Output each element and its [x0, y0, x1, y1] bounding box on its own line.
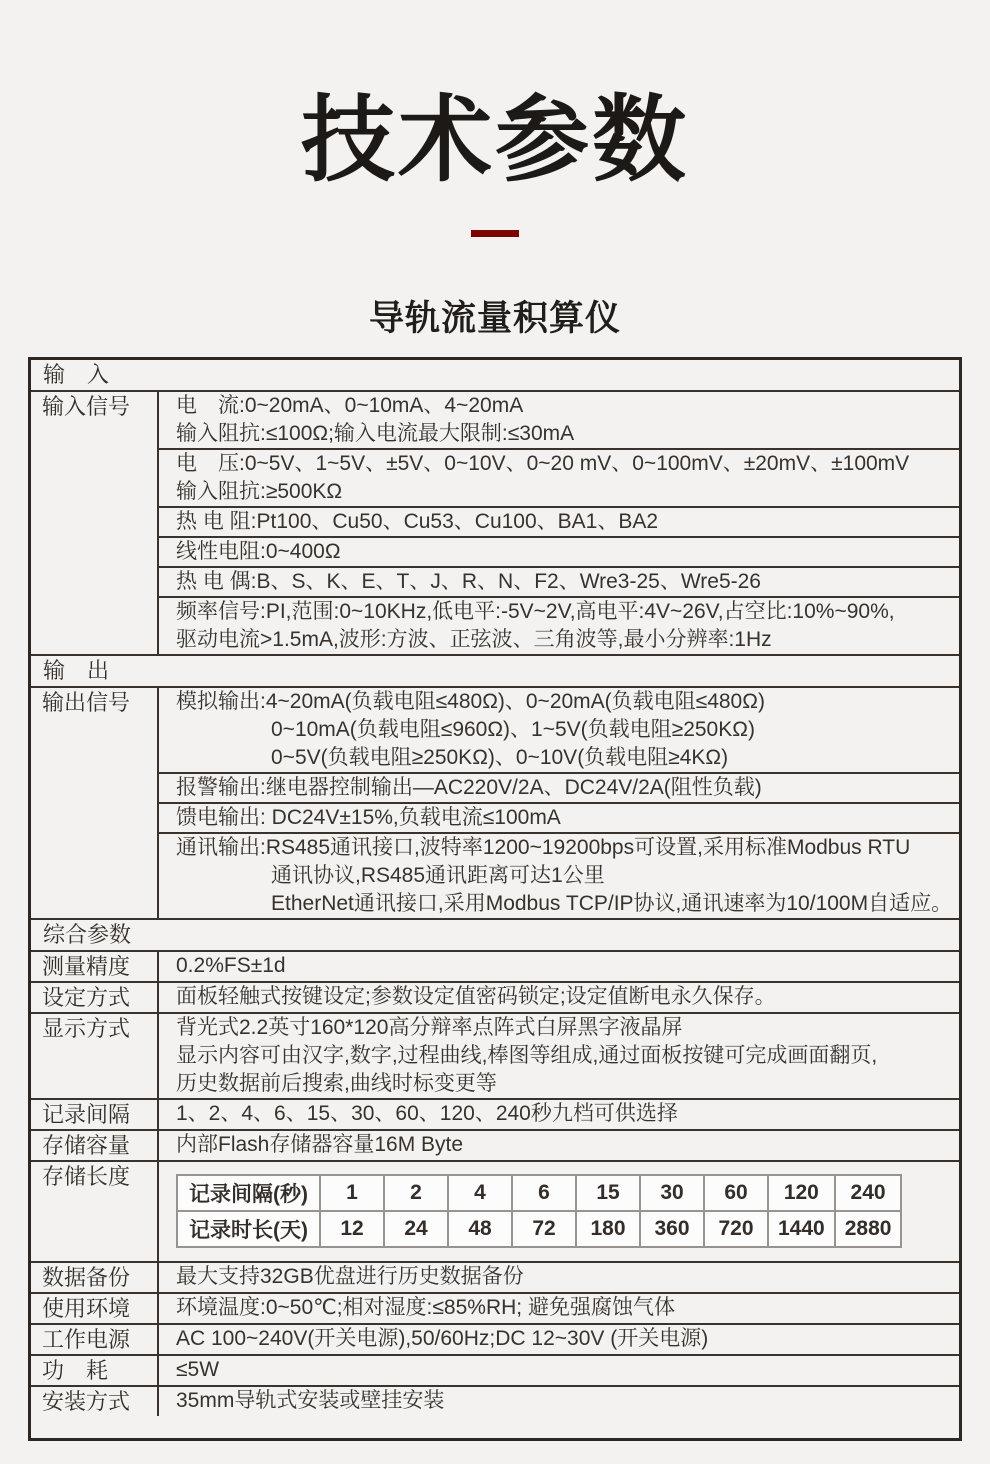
spec-row-setting-method [31, 981, 959, 1012]
subrow-analog-output [159, 688, 959, 772]
page-title: 技术参数 [300, 87, 689, 192]
row-content [159, 1131, 959, 1160]
section-label: 输 入 [43, 361, 110, 387]
spec-row-data-backup [31, 1261, 959, 1292]
storage-cell: 60 [704, 1175, 768, 1211]
spec-line: 输入阻抗:≤100Ω;输入电流最大限制:≤30mA [176, 421, 575, 445]
spec-line: EtherNet通讯接口,采用Modbus TCP/IP协议,通讯速率为10/100M自适应。 [271, 891, 953, 915]
storage-duration-label: 记录时长(天) [177, 1211, 320, 1247]
spec-line: 电 流:0~20mA、0~10mA、4~20mA [176, 393, 524, 417]
storage-cell: 1 [320, 1175, 384, 1211]
section-label: 综合参数 [43, 921, 132, 947]
spec-line: 0~10mA(负载电阻≤960Ω)、1~5V(负载电阻≥250KΩ) [271, 717, 755, 741]
storage-cell: 720 [704, 1211, 768, 1247]
spec-table [28, 357, 962, 1441]
storage-duration-row [177, 1211, 901, 1247]
row-label: 存储容量 [31, 1131, 159, 1160]
spec-row-display [31, 1012, 959, 1098]
spec-line: AC 100~240V(开关电源),50/60Hz;DC 12~30V (开关电源) [176, 1326, 709, 1350]
row-content [159, 1014, 959, 1098]
subrow-frequency-signal [159, 596, 959, 654]
product-name: 导轨流量积算仪 [368, 298, 621, 338]
spec-row-storage-length [31, 1160, 959, 1261]
storage-cell: 4 [448, 1175, 512, 1211]
spec-row-environment [31, 1292, 959, 1323]
row-content [159, 952, 959, 981]
section-header-output [31, 654, 959, 686]
spec-line: 模拟输出:4~20mA(负载电阻≤480Ω)、0~20mA(负载电阻≤480Ω) [176, 689, 765, 713]
section-header-input [31, 360, 959, 390]
storage-table-wrap [159, 1162, 959, 1261]
spec-line: 馈电输出: DC24V±15%,负载电流≤100mA [176, 805, 561, 829]
spec-line: 线性电阻:0~400Ω [176, 539, 341, 563]
spec-line: 显示内容可由汉字,数字,过程曲线,棒图等组成,通过面板按键可完成画面翻页, [176, 1043, 878, 1067]
spec-line: 历史数据前后搜索,曲线时标变更等 [176, 1071, 497, 1095]
subrow-rtd [159, 506, 959, 536]
spec-row-power-consumption [31, 1354, 959, 1385]
spec-line: 环境温度:0~50℃;相对湿度:≤85%RH; 避免强腐蚀气体 [176, 1295, 675, 1319]
row-label: 输出信号 [31, 688, 159, 918]
subrow-comm-output [159, 832, 959, 918]
spec-line: 报警输出:继电器控制输出—AC220V/2A、DC24V/2A(阻性负载) [176, 775, 762, 799]
spec-line: 内部Flash存储器容量16M Byte [176, 1132, 464, 1156]
row-label: 显示方式 [31, 1014, 159, 1098]
section-label: 输 出 [43, 657, 110, 683]
storage-cell: 2 [384, 1175, 448, 1211]
subrow-alarm-output [159, 772, 959, 802]
spec-line: 面板轻触式按键设定;参数设定值密码锁定;设定值断电永久保存。 [176, 984, 776, 1008]
storage-cell: 15 [576, 1175, 640, 1211]
spec-line: 最大支持32GB优盘进行历史数据备份 [176, 1264, 524, 1288]
row-content [159, 1325, 959, 1354]
storage-interval-label: 记录间隔(秒) [177, 1175, 320, 1211]
spec-row-input-signal [31, 390, 959, 654]
storage-cell: 120 [768, 1175, 835, 1211]
spec-line: 通讯协议,RS485通讯距离可达1公里 [271, 863, 605, 887]
row-content [159, 1294, 959, 1323]
subrow-linear-resistance [159, 536, 959, 566]
spec-line: 热 电 偶:B、S、K、E、T、J、R、N、F2、Wre3-25、Wre5-26 [176, 569, 761, 593]
row-label: 安装方式 [31, 1387, 159, 1416]
row-content [159, 1263, 959, 1292]
storage-cell: 6 [512, 1175, 576, 1211]
spec-row-output-signal [31, 686, 959, 918]
subrow-feed-output [159, 802, 959, 832]
row-content [159, 688, 959, 918]
storage-cell: 180 [576, 1211, 640, 1247]
storage-cell: 1440 [768, 1211, 835, 1247]
storage-cell: 2880 [835, 1211, 902, 1247]
row-content [159, 392, 959, 654]
spec-row-accuracy [31, 950, 959, 981]
subrow-voltage [159, 448, 959, 506]
spec-line: 热 电 阻:Pt100、Cu50、Cu53、Cu100、BA1、BA2 [176, 509, 659, 533]
spec-line: 1、2、4、6、15、30、60、120、240秒九档可供选择 [176, 1101, 678, 1125]
spec-line: 0.2%FS±1d [176, 953, 286, 977]
spec-row-record-interval [31, 1098, 959, 1129]
spec-line: 背光式2.2英寸160*120高分辩率点阵式白屏黑字液晶屏 [176, 1015, 683, 1039]
spec-line: 电 压:0~5V、1~5V、±5V、0~10V、0~20 mV、0~100mV、±20mV、±100mV [176, 451, 910, 475]
row-label: 输入信号 [31, 392, 159, 654]
storage-cell: 30 [640, 1175, 704, 1211]
storage-cell: 360 [640, 1211, 704, 1247]
spec-line: 频率信号:PI,范围:0~10KHz,低电平:-5V~2V,高电平:4V~26V,占空比:10%~90%, [176, 599, 895, 623]
spec-line: 输入阻抗:≥500KΩ [176, 479, 343, 503]
row-content [159, 1387, 959, 1416]
row-label: 设定方式 [31, 983, 159, 1012]
storage-cell: 24 [384, 1211, 448, 1247]
row-label: 工作电源 [31, 1325, 159, 1354]
storage-cell: 72 [512, 1211, 576, 1247]
row-content [159, 1162, 959, 1261]
row-content [159, 1356, 959, 1385]
subrow-current [159, 392, 959, 448]
row-label: 数据备份 [31, 1263, 159, 1292]
spec-line: ≤5W [176, 1357, 220, 1381]
storage-cell: 48 [448, 1211, 512, 1247]
storage-interval-row [177, 1175, 901, 1211]
row-label: 存储长度 [31, 1162, 159, 1261]
storage-cell: 12 [320, 1211, 384, 1247]
spec-line: 35mm导轨式安装或壁挂安装 [176, 1388, 445, 1412]
title-divider [471, 230, 519, 237]
spec-row-storage-capacity [31, 1129, 959, 1160]
row-content [159, 983, 959, 1012]
spec-line: 0~5V(负载电阻≥250KΩ)、0~10V(负载电阻≥4KΩ) [271, 745, 729, 769]
row-content [159, 1100, 959, 1129]
spec-row-installation [31, 1385, 959, 1438]
row-label: 记录间隔 [31, 1100, 159, 1129]
row-label: 功 耗 [31, 1356, 159, 1385]
storage-cell: 240 [835, 1175, 902, 1211]
spec-line: 驱动电流>1.5mA,波形:方波、正弦波、三角波等,最小分辨率:1Hz [176, 627, 772, 651]
row-label: 使用环境 [31, 1294, 159, 1323]
spec-line: 通讯输出:RS485通讯接口,波特率1200~19200bps可设置,采用标准Modbus RTU [176, 835, 911, 859]
storage-table [176, 1174, 902, 1248]
subrow-thermocouple [159, 566, 959, 596]
section-header-general [31, 918, 959, 950]
row-label: 测量精度 [31, 952, 159, 981]
spec-row-power-supply [31, 1323, 959, 1354]
